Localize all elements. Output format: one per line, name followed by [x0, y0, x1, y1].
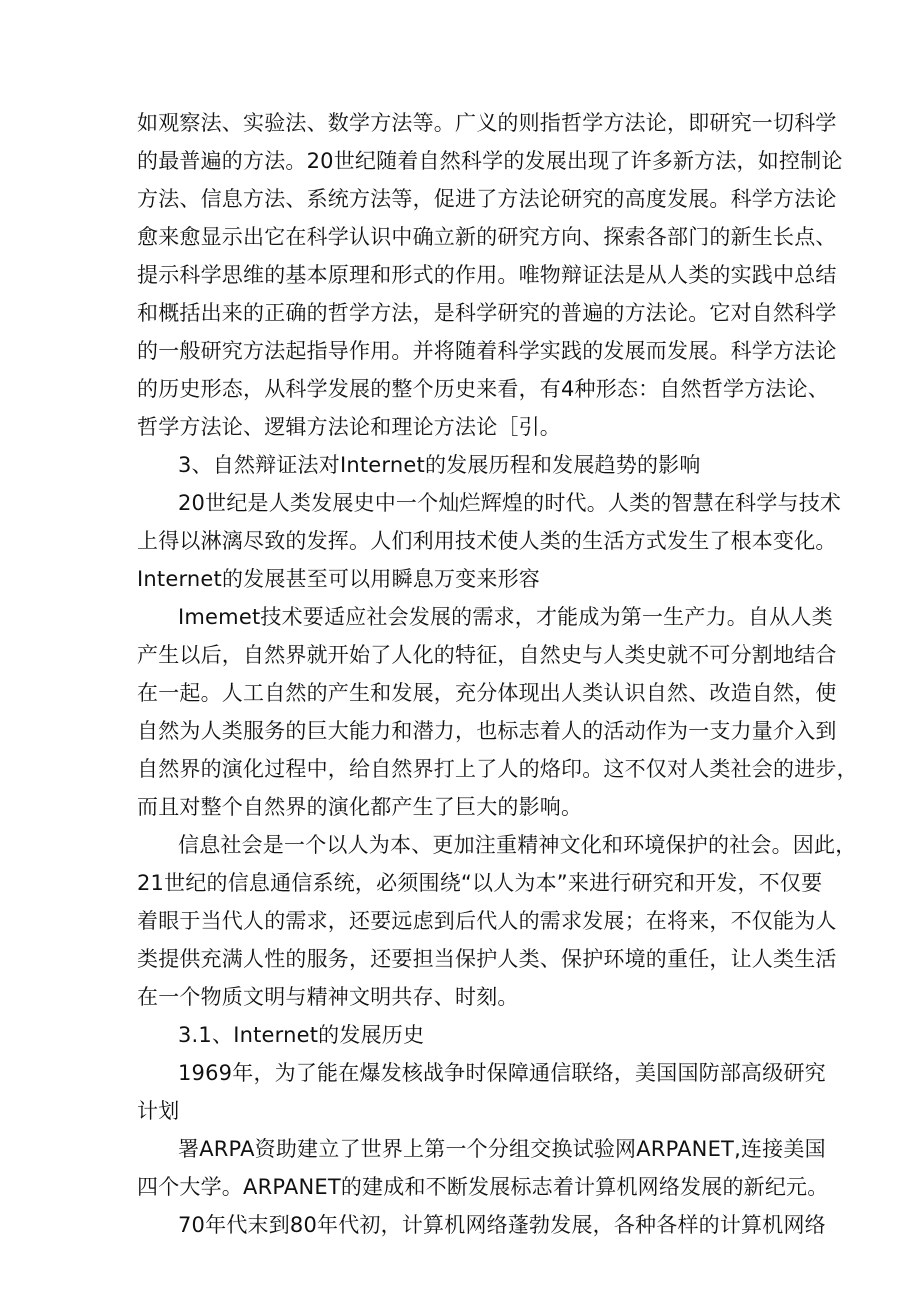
text-line: Internet的发展甚至可以用瞬息万变来形容	[137, 567, 540, 591]
text-line: 着眼于当代人的需求，还要远虑到后代人的需求发展；在将来，不仅能为人	[137, 909, 837, 933]
text-line: 的历史形态，从科学发展的整个历史来看，有4种形态：自然哲学方法论、	[137, 377, 829, 401]
subsection-heading: 3.1、Internet的发展历史	[178, 1023, 425, 1047]
text-line: 四个大学。ARPANET的建成和不断发展标志着计算机网络发展的新纪元。	[137, 1175, 829, 1199]
text-line: 的一般研究方法起指导作用。并将随着科学实践的发展而发展。科学方法论	[137, 339, 837, 363]
text-line: 产生以后，自然界就开始了人化的特征，自然史与人类史就不可分割地结合	[137, 643, 837, 667]
text-line: 和概括出来的正确的哲学方法，是科学研究的普遍的方法论。它对自然科学	[137, 301, 837, 325]
paragraph-start-line: Imemet技术要适应社会发展的需求，才能成为第一生产力。自从人类	[178, 605, 833, 629]
text-line: 自然为人类服务的巨大能力和潜力，也标志着人的活动作为一支力量介入到	[137, 719, 837, 743]
paragraph-start-line: 署ARPA资助建立了世界上第一个分组交换试验网ARPANET,连接美国	[178, 1137, 826, 1161]
text-line: 如观察法、实验法、数学方法等。广义的则指哲学方法论，即研究一切科学	[137, 111, 837, 135]
text-line: 上得以淋漓尽致的发挥。人们利用技术使人类的生活方式发生了根本变化。	[137, 529, 837, 553]
document-body	[137, 104, 858, 1244]
text-line: 愈来愈显示出它在科学认识中确立新的研究方向、探索各部门的新生长点、	[137, 225, 837, 249]
text-line: 计划	[137, 1099, 180, 1123]
paragraph-start-line: 20世纪是人类发展史中一个灿烂辉煌的时代。人类的智慧在科学与技术	[178, 491, 842, 515]
paragraph-start-line: 信息社会是一个以人为本、更加注重精神文化和环境保护的社会。因此，	[178, 833, 857, 857]
text-line: 在一起。人工自然的产生和发展，充分体现出人类认识自然、改造自然，使	[137, 681, 837, 705]
text-line: 自然界的演化过程中，给自然界打上了人的烙印。这不仅对人类社会的进步，	[137, 757, 858, 781]
paragraph-start-line: 70年代末到80年代初，计算机网络蓬勃发展，各种各样的计算机网络	[178, 1213, 826, 1237]
text-line: 而且对整个自然界的演化都产生了巨大的影响。	[137, 795, 583, 819]
text-line: 哲学方法论、逻辑方法论和理论方法论［引。	[137, 415, 561, 439]
text-line: 类提供充满人性的服务，还要担当保护人类、保护环境的重任，让人类生活	[137, 947, 837, 971]
section-heading: 3、自然辩证法对Internet的发展历程和发展趋势的影响	[178, 453, 701, 477]
text-line: 在一个物质文明与精神文明共存、时刻。	[137, 985, 519, 1009]
text-line: 的最普遍的方法。20世纪随着自然科学的发展出现了许多新方法，如控制论	[137, 149, 843, 173]
text-line: 方法、信息方法、系统方法等，促进了方法论研究的高度发展。科学方法论	[137, 187, 837, 211]
text-line: 21世纪的信息通信系统，必须围绕“以人为本”来进行研究和开发，不仅要	[137, 871, 823, 895]
paragraph-start-line: 1969年，为了能在爆发核战争时保障通信联络，美国国防部高级研究	[178, 1061, 826, 1085]
text-line: 提示科学思维的基本原理和形式的作用。唯物辩证法是从人类的实践中总结	[137, 263, 837, 287]
